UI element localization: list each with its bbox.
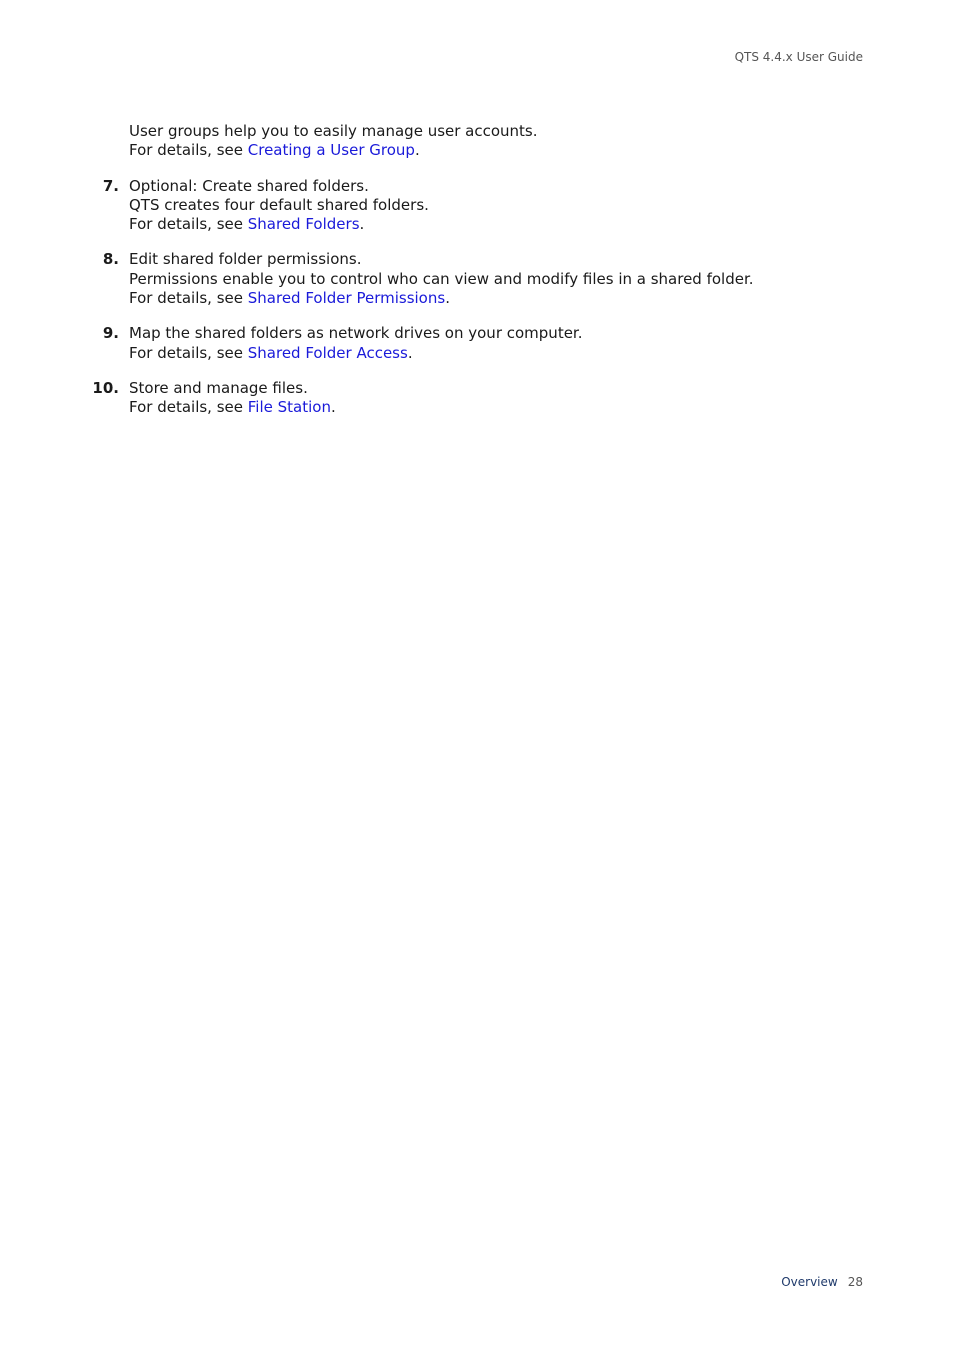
step-details-line xyxy=(129,289,954,308)
details-prefix: For details, see xyxy=(129,141,248,160)
step-title: Store and manage files. xyxy=(129,378,308,397)
list-item xyxy=(0,324,954,363)
details-prefix: For details, see xyxy=(129,215,248,234)
step-extra: QTS creates four default shared folders. xyxy=(129,195,429,214)
shared-folder-access-link[interactable]: Shared Folder Access xyxy=(247,343,408,362)
list-item xyxy=(0,379,954,418)
step-title: Optional: Create shared folders. xyxy=(129,176,369,195)
step-extra: Permissions enable you to control who can view and modify files in a shared folder. xyxy=(129,269,754,288)
step-title: Map the shared folders as network drives on your computer. xyxy=(129,324,583,343)
shared-folders-link[interactable]: Shared Folders xyxy=(247,215,360,234)
document-title: QTS 4.4.x User Guide xyxy=(734,50,863,64)
creating-user-group-link[interactable]: Creating a User Group xyxy=(247,141,415,160)
details-suffix: . xyxy=(414,141,420,160)
page-content xyxy=(0,122,954,434)
page-footer xyxy=(781,1275,863,1289)
list-item xyxy=(0,250,954,308)
intro-text: User groups help you to easily manage user accounts. xyxy=(129,122,538,140)
page-header xyxy=(735,50,863,64)
file-station-link[interactable]: File Station xyxy=(247,398,331,417)
page-number: 28 xyxy=(847,1275,863,1289)
details-prefix: For details, see xyxy=(129,398,248,417)
intro-paragraph xyxy=(0,122,954,161)
details-suffix: . xyxy=(330,398,336,417)
step-number: 8. xyxy=(102,250,119,269)
step-details-line xyxy=(129,398,954,417)
details-suffix: . xyxy=(359,215,365,234)
list-item xyxy=(0,177,954,235)
step-details-line xyxy=(129,215,954,234)
step-title: Edit shared folder permissions. xyxy=(129,250,362,269)
step-details-line xyxy=(129,344,954,363)
intro-details-line xyxy=(129,141,954,160)
step-number: 9. xyxy=(102,324,119,343)
footer-section-name: Overview xyxy=(781,1275,838,1289)
step-number: 10. xyxy=(92,378,119,397)
details-suffix: . xyxy=(445,289,450,308)
step-number: 7. xyxy=(102,176,119,195)
details-prefix: For details, see xyxy=(129,289,248,308)
steps-list xyxy=(0,177,954,418)
shared-folder-permissions-link[interactable]: Shared Folder Permissions xyxy=(247,289,446,308)
details-suffix: . xyxy=(407,343,413,362)
details-prefix: For details, see xyxy=(129,343,248,362)
